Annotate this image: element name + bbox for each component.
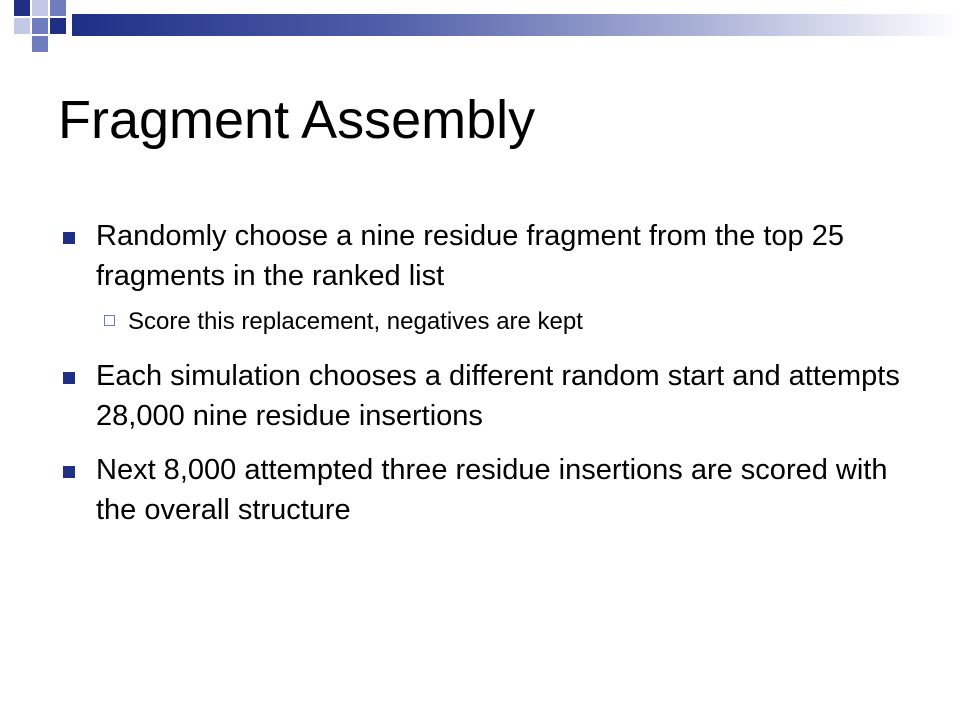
bullet-text: Each simulation chooses a different random start and attempts 28,000 nine residue insertions	[96, 360, 900, 432]
deco-square	[50, 0, 66, 16]
bullet-item	[60, 356, 900, 436]
bullet-marker	[63, 466, 75, 478]
slide-title: Fragment Assembly	[58, 90, 536, 150]
deco-square	[32, 0, 48, 16]
deco-square	[32, 18, 48, 34]
bullet-list	[60, 216, 900, 544]
sub-bullet-item	[104, 304, 900, 340]
bullet-marker	[63, 232, 75, 244]
deco-square	[50, 18, 66, 34]
deco-square	[14, 0, 30, 16]
bullet-marker	[63, 372, 75, 384]
deco-square	[32, 36, 48, 52]
bullet-text: Randomly choose a nine residue fragment from the top 25 fragments in the ranked list	[96, 220, 844, 292]
bullet-text: Next 8,000 attempted three residue insertions are scored with the overall structure	[96, 454, 888, 526]
bullet-item	[60, 450, 900, 530]
header-gradient-bar	[72, 14, 960, 36]
sub-bullet-text: Score this replacement, negatives are kept	[128, 308, 583, 335]
sub-bullet-marker	[104, 315, 115, 326]
bullet-item	[60, 216, 900, 296]
header-decoration	[0, 0, 960, 56]
deco-square	[14, 18, 30, 34]
